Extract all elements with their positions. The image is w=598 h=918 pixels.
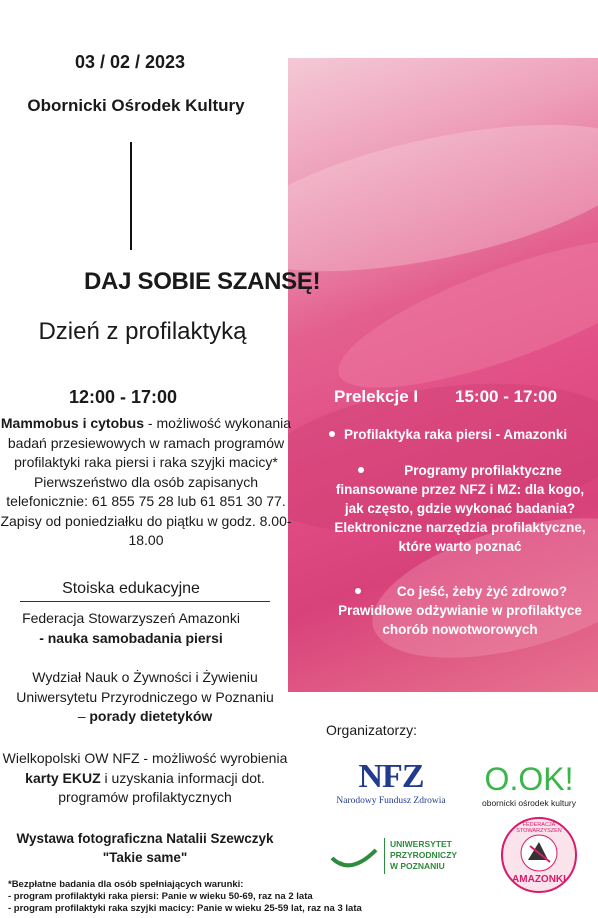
stand-university: [0, 668, 290, 727]
main-time: 12:00 - 17:00: [68, 387, 178, 407]
stand-amazonki: [0, 609, 262, 648]
footnote: [8, 879, 362, 915]
stand-university-name: Wydział Nauk o Żywności i Żywieniu Uniwersytetu Przyrodniczego w Poznaniu: [16, 669, 274, 705]
up-name: [390, 839, 457, 872]
headline: DAJ SOBIE SZANSĘ!: [84, 268, 321, 295]
stands-underline: [20, 601, 270, 602]
stand-amazonki-activity: - nauka samobadania piersi: [39, 629, 223, 646]
amazonki-logo: [500, 816, 578, 894]
ook-logo: [474, 762, 584, 808]
organizers-label: Organizatorzy:: [326, 722, 418, 738]
mammobus-info: [0, 414, 292, 551]
up-swoosh-icon: [330, 842, 380, 872]
lecture-item: Co jeść, żeby żyć zdrowo? Prawidłowe odżywianie w profilaktyce chorób nowotworowych: [338, 584, 582, 637]
nfz-logo: [326, 760, 456, 806]
lecture-item: Profilaktyka raka piersi - Amazonki: [344, 427, 568, 442]
up-line1: UNIWERSYTET: [390, 839, 452, 849]
stand-nfz-text2: i uzyskania informacji dot. programów profilaktycznych: [58, 769, 265, 805]
venue-name: Obornicki Ośrodek Kultury: [27, 96, 245, 115]
stand-nfz-text1: Wielkopolski OW NFZ - możliwość wyrobienia: [2, 750, 288, 766]
stands-title: Stoiska edukacyjne: [62, 580, 200, 597]
event-date: 03 / 02 / 2023: [74, 52, 186, 72]
stand-nfz: [0, 749, 290, 808]
amazonki-top-text: FEDERACJA STOWARZYSZEŃ: [516, 822, 562, 834]
up-line3: W POZNANIU: [390, 861, 445, 871]
mammobus-title: Mammobus i cytobus: [0, 415, 145, 431]
ook-mark: O.OK!: [484, 761, 574, 797]
up-logo: [330, 838, 470, 874]
lecture-item: Programy profilaktyczne finansowane przez NFZ i MZ: dla kogo, jak często, gdzie wykonać badania? Elektroniczne narzędzia profilaktyczne, które warto poznać: [334, 463, 586, 554]
amazonki-bottom-text: AMAZONKI: [512, 874, 566, 885]
stand-university-dash: –: [77, 708, 90, 724]
footnote-line2: - program profilaktyki raka piersi: Panie w wieku 50-69, raz na 2 lata: [8, 891, 313, 902]
nfz-caption: Narodowy Fundusz Zdrowia: [336, 796, 446, 806]
footnote-line3: - program profilaktyki raka szyjki macicy: Panie w wieku 25-59 lat, raz na 3 lata: [8, 903, 362, 914]
exhibition-name: "Takie same": [102, 850, 188, 865]
nfz-mark: NFZ: [358, 758, 424, 795]
divider-line: [130, 142, 132, 250]
ook-caption: obornicki ośrodek kultury: [481, 798, 576, 808]
exhibition: [0, 829, 290, 867]
stand-nfz-ekuz: karty EKUZ: [25, 769, 101, 786]
footnote-line1: *Bezpłatne badania dla osób spełniających warunki:: [8, 879, 244, 890]
bullet-icon: [329, 431, 335, 437]
lectures-title: Prelekcje I: [334, 387, 419, 406]
stand-amazonki-name: Federacja Stowarzyszeń Amazonki: [22, 610, 240, 626]
lectures-time: 15:00 - 17:00: [455, 387, 558, 406]
subtitle: Dzień z profilaktyką: [38, 318, 247, 345]
stand-university-activity: porady dietetyków: [89, 708, 213, 724]
exhibition-title: Wystawa fotograficzna Natalii Szewczyk: [16, 831, 274, 846]
up-line2: PRZYRODNICZY: [390, 850, 458, 860]
mammobus-text: - możliwość wykonania badań przesiewowych w ramach programów profilaktyki raka piersi i raka szyjki macicy* Pierwszeństwo dla osób zapisanych telefonicznie: 61 855 75 28 lub 61 851 30 77. Zapisy od poniedziałku do piątku w godz. 8.00-18.00: [0, 415, 292, 548]
